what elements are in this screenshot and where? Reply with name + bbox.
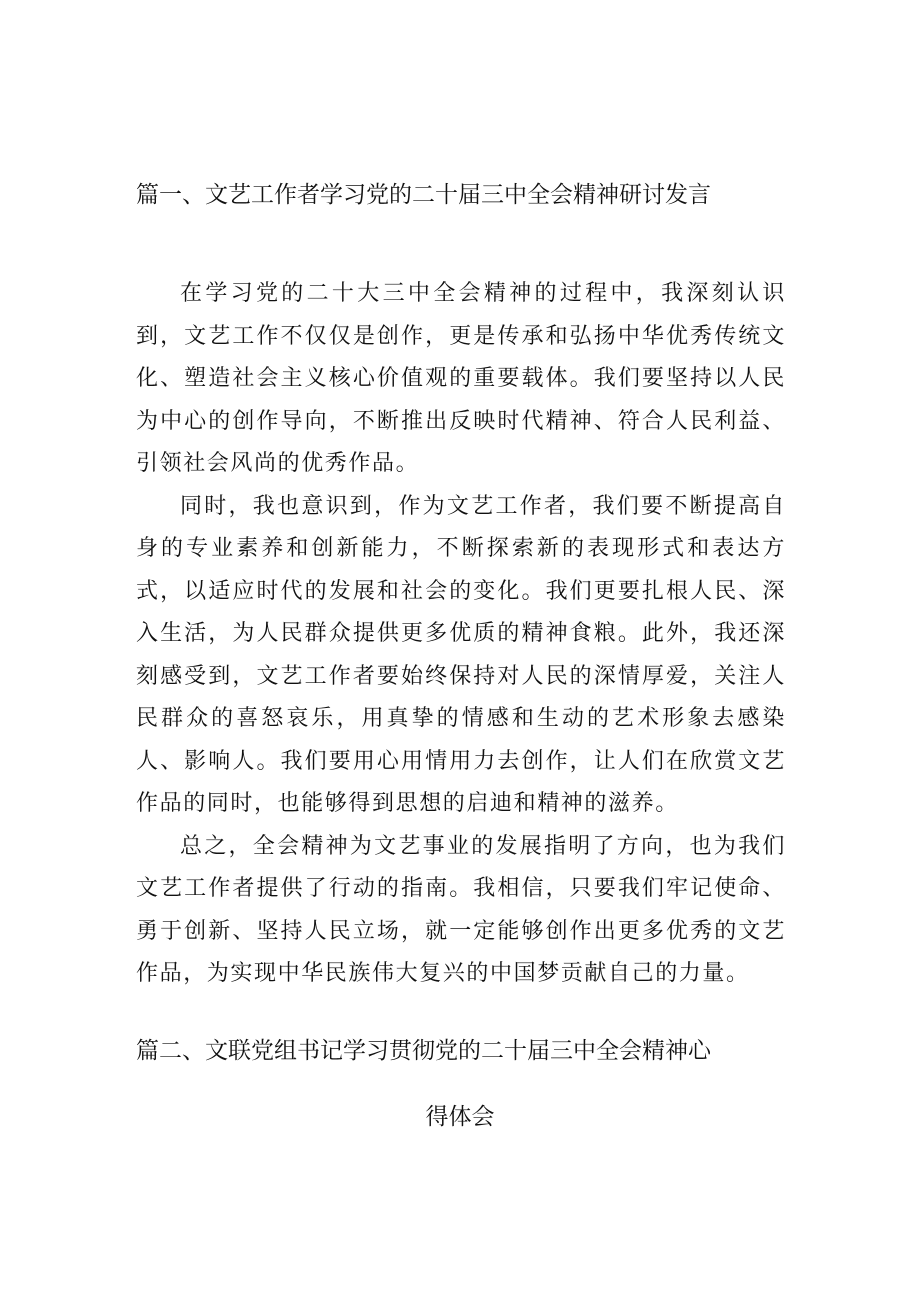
section-2-title-line-2: 得体会 (425, 1104, 495, 1130)
section-1-paragraph-2: 同时，我也意识到，作为文艺工作者，我们要不断提高自身的专业素养和创新能力，不断探索新的表现形式和表达方式，以适应时代的发展和社会的变化。我们更要扎根人民、深入生活，为人民群众提供更多优质的精神食粮。此外，我还深刻感受到，文艺工作者要始终保持对人民的深情厚爱，关注人民群众的喜怒哀乐，用真挚的情感和生动的艺术形象去感染人、影响人。我们要用心用情用力去创作，让人们在欣赏文艺作品的同时，也能够得到思想的启迪和精神的滋养。 (136, 493, 786, 816)
section-1-title: 篇一、文艺工作者学习党的二十届三中全会精神研讨发言 (136, 182, 711, 208)
section-2-title-line-1: 篇二、文联党组书记学习贯彻党的二十届三中全会精神心 (136, 1038, 711, 1064)
section-1-paragraph-1: 在学习党的二十大三中全会精神的过程中，我深刻认识到，文艺工作不仅仅是创作，更是传承和弘扬中华优秀传统文化、塑造社会主义核心价值观的重要载体。我们要坚持以人民为中心的创作导向，不断推出反映时代精神、符合人民利益、引领社会风尚的优秀作品。 (136, 281, 786, 476)
section-1-body (136, 273, 786, 996)
section-1-paragraph-3: 总之，全会精神为文艺事业的发展指明了方向，也为我们文艺工作者提供了行动的指南。我相信，只要我们牢记使命、勇于创新、坚持人民立场，就一定能够创作出更多优秀的文艺作品，为实现中华民族伟大复兴的中国梦贡献自己的力量。 (136, 833, 786, 986)
